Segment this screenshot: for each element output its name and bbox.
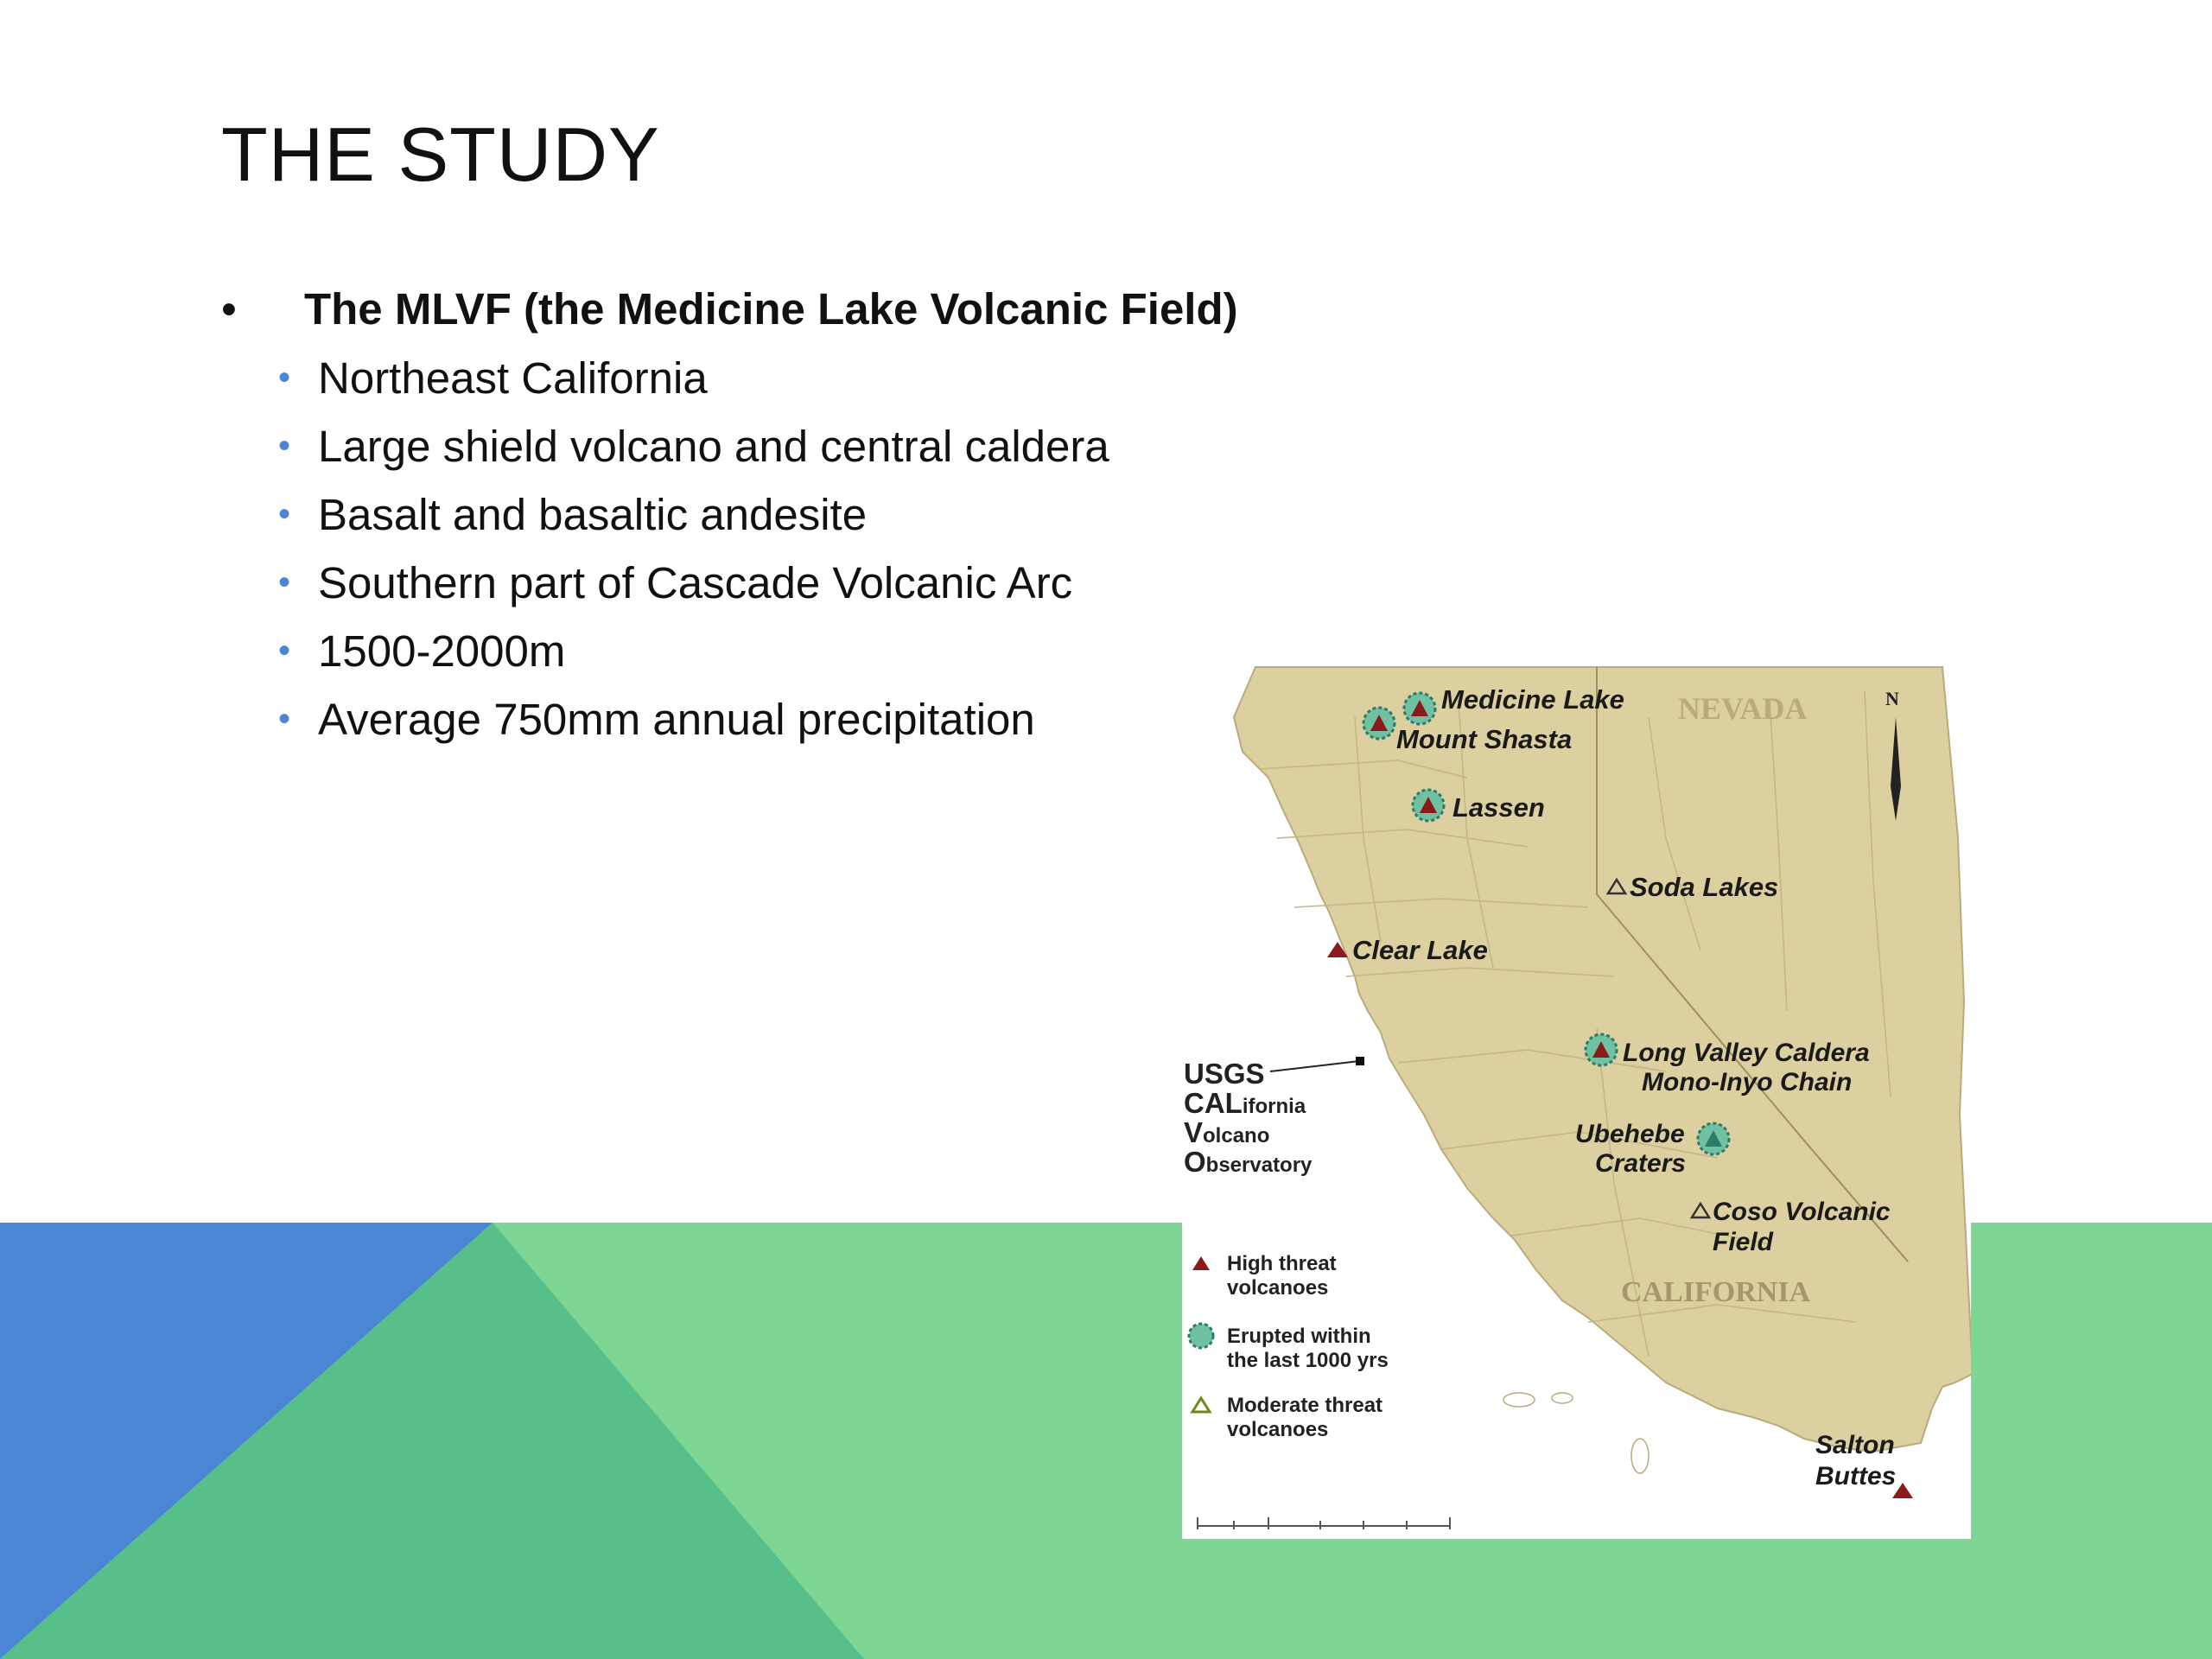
sub-bullet-text: Average 750mm annual precipitation: [318, 695, 1035, 744]
bullet-dot: •: [278, 359, 291, 397]
map-svg: [1182, 665, 1971, 1539]
mono-inyo-label: Mono-Inyo Chain: [1642, 1068, 1853, 1096]
legend-erupted-icon: [1189, 1324, 1213, 1348]
bullet-dot: •: [278, 563, 291, 601]
bullet-dot: •: [221, 284, 237, 334]
main-bullet-text: The MLVF (the Medicine Lake Volcanic Field): [304, 284, 1238, 334]
observatory-line2-rest: ifornia: [1242, 1095, 1306, 1118]
island: [1503, 1393, 1535, 1407]
observatory-line4-cap: O: [1184, 1146, 1206, 1178]
long-valley-label: Long Valley Caldera: [1623, 1039, 1870, 1067]
legend-high-line2: volcanoes: [1227, 1276, 1329, 1300]
coso-label-line2: Field: [1713, 1228, 1774, 1256]
island: [1631, 1439, 1649, 1473]
coso-label-line1: Coso Volcanic: [1713, 1198, 1891, 1226]
mount-shasta-label: Mount Shasta: [1396, 724, 1573, 754]
erupted-volcano-icon: [1586, 1034, 1617, 1065]
legend-erupted-line2: the last 1000 yrs: [1227, 1349, 1389, 1372]
north-label: N: [1885, 688, 1899, 709]
sub-bullet: [221, 617, 1344, 685]
california-label: CALIFORNIA: [1621, 1276, 1811, 1308]
erupted-volcano-icon: [1413, 790, 1444, 821]
observatory-line1: USGS: [1184, 1058, 1265, 1090]
observatory-line2-cap: CAL: [1184, 1087, 1243, 1119]
legend-erupted-line1: Erupted within: [1227, 1325, 1371, 1348]
clear-lake-label: Clear Lake: [1352, 935, 1488, 965]
salton-label-line1: Salton: [1815, 1431, 1895, 1459]
erupted-volcano-icon: [1698, 1123, 1729, 1154]
ubehebe-label-line2: Craters: [1595, 1149, 1687, 1178]
island: [1552, 1393, 1573, 1403]
ubehebe-label-line1: Ubehebe: [1575, 1120, 1685, 1148]
bullet-content: [221, 275, 1344, 753]
bullet-dot: •: [278, 700, 291, 738]
observatory-marker: [1356, 1057, 1364, 1065]
sub-bullet-text: Southern part of Cascade Volcanic Arc: [318, 558, 1073, 607]
bullet-dot: •: [278, 427, 291, 465]
bullet-dot: •: [278, 632, 291, 670]
legend-high-line1: High threat: [1227, 1252, 1337, 1275]
nevada-label: NEVADA: [1678, 691, 1808, 726]
bullet-dot: •: [278, 495, 291, 533]
erupted-volcano-icon: [1363, 708, 1395, 739]
salton-label-line2: Buttes: [1815, 1462, 1897, 1491]
soda-lakes-label: Soda Lakes: [1630, 872, 1779, 902]
observatory-line3-cap: V: [1184, 1116, 1204, 1148]
sub-bullet: [221, 412, 1344, 480]
sub-bullet: [221, 480, 1344, 549]
observatory-line4-rest: bservatory: [1205, 1154, 1313, 1177]
sub-bullet-text: Large shield volcano and central caldera: [318, 422, 1109, 471]
sub-bullet-text: Basalt and basaltic andesite: [318, 490, 868, 539]
erupted-volcano-icon: [1404, 693, 1435, 724]
observatory-line3-rest: olcano: [1203, 1124, 1270, 1147]
slide-title: THE STUDY: [221, 111, 660, 197]
legend-moderate-line1: Moderate threat: [1227, 1394, 1383, 1417]
sub-bullet: [221, 344, 1344, 412]
sub-bullet-text: 1500-2000m: [318, 626, 566, 676]
main-bullet: [221, 275, 1344, 344]
medicine-lake-label: Medicine Lake: [1441, 684, 1624, 715]
sub-bullet-text: Northeast California: [318, 353, 708, 403]
legend-moderate-line2: volcanoes: [1227, 1418, 1329, 1441]
sub-bullet: [221, 685, 1344, 753]
lassen-label: Lassen: [1452, 792, 1545, 823]
california-volcano-map: [1182, 665, 1971, 1539]
sub-bullet: [221, 549, 1344, 617]
sub-bullet-list: [221, 344, 1344, 753]
